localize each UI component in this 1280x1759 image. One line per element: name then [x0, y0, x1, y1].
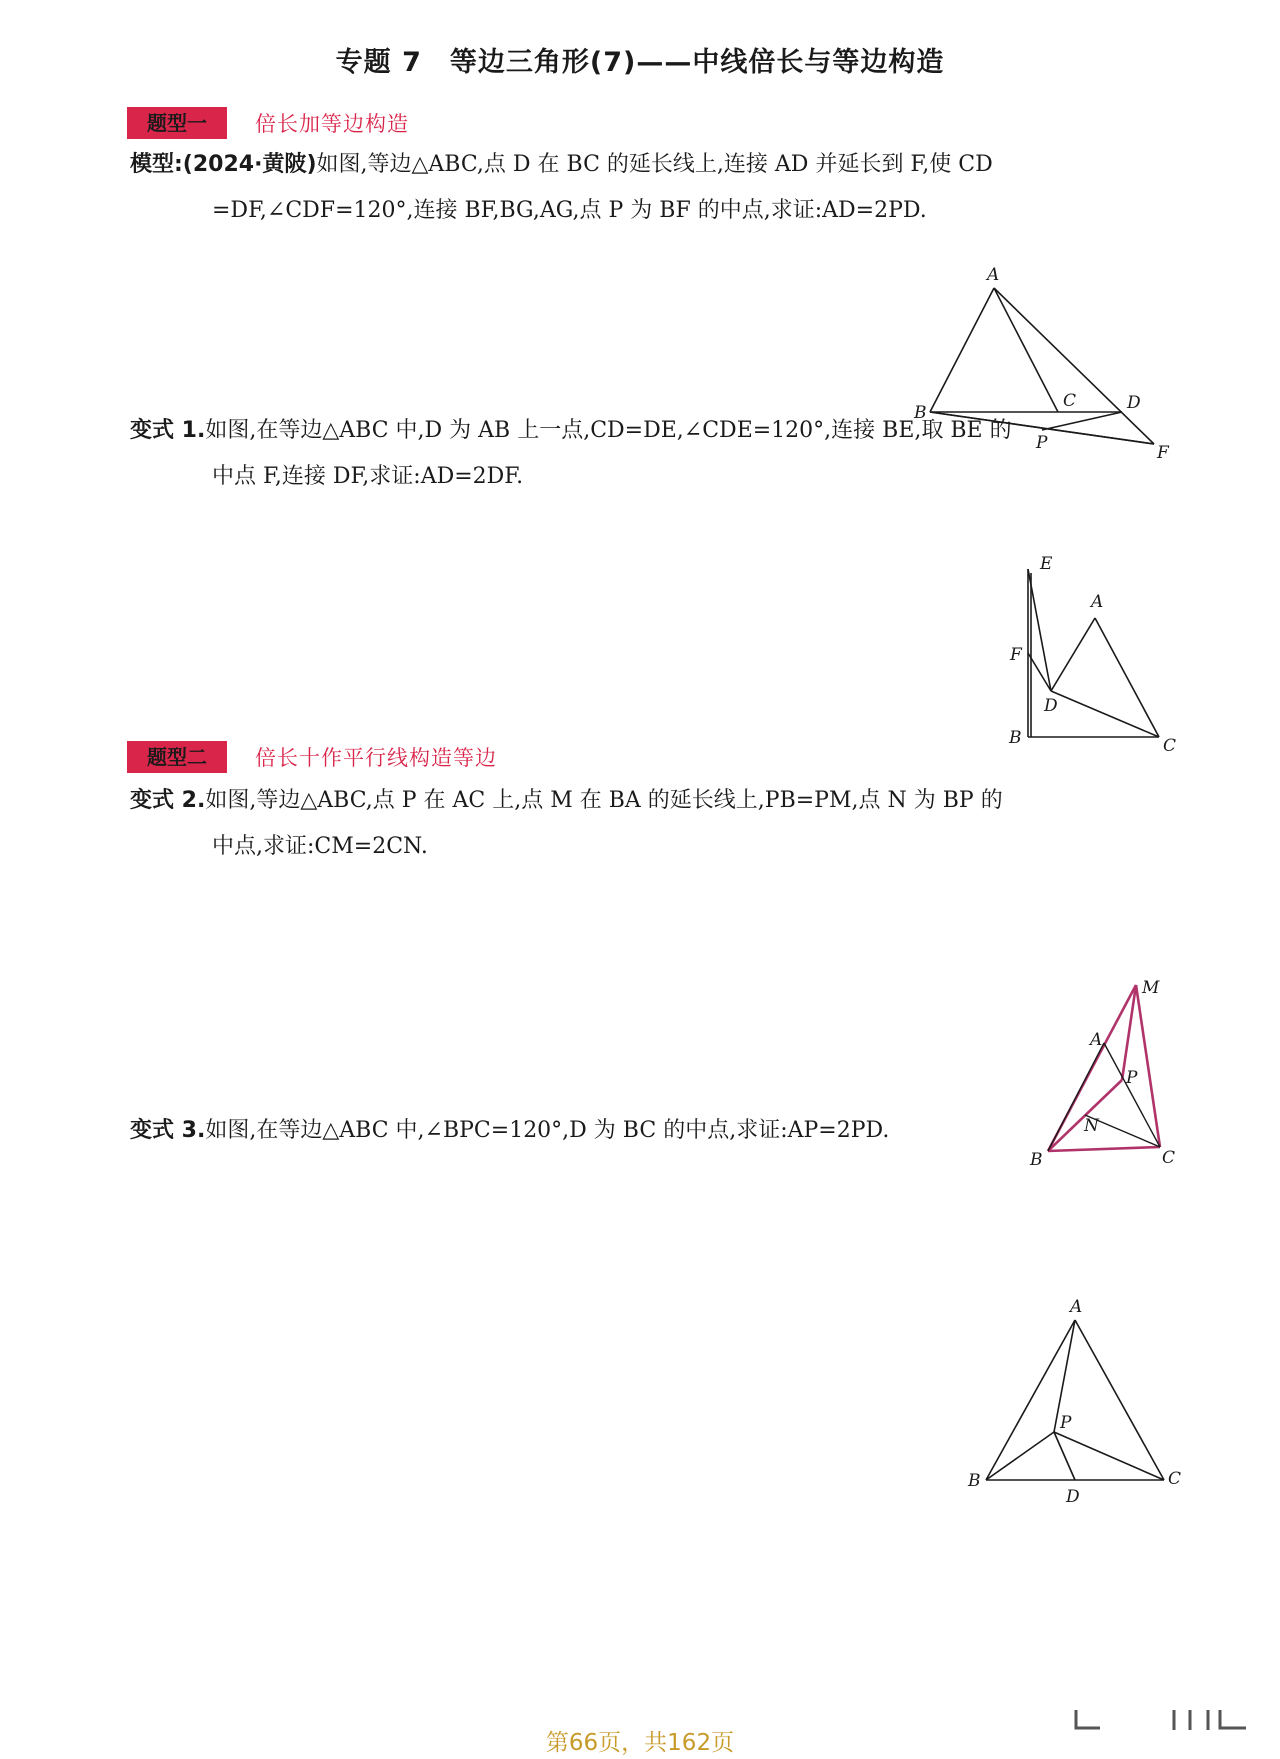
problem-text-line1: 如图,在等边△ABC 中,D 为 AB 上一点,CD=DE,∠CDE=120°,连接 BE,取 BE 的: [205, 418, 1012, 443]
fig3-label-p: P: [1126, 1068, 1138, 1088]
fig1-label-a: A: [987, 265, 1000, 285]
figure-variant-3: [960, 1298, 1190, 1508]
fig1-label-b: B: [914, 403, 927, 423]
fig2-label-f: F: [1010, 645, 1022, 665]
problem-lead: 模型:(2024·黄陂): [130, 152, 317, 177]
fig3-label-c: C: [1162, 1148, 1176, 1168]
fig3-label-b: B: [1030, 1150, 1043, 1170]
section-name-2: 倍长十作平行线构造等边: [255, 746, 497, 770]
problem-variant-2: [130, 778, 1175, 870]
fig4-label-d: D: [1066, 1487, 1080, 1507]
problem-text-line1: 如图,等边△ABC,点 P 在 AC 上,点 M 在 BA 的延长线上,PB=PM,点 N 为 BP 的: [205, 788, 1003, 813]
problem-variant-1: [130, 408, 1175, 500]
fig4-label-p: P: [1060, 1413, 1072, 1433]
fig2-label-b: B: [1009, 728, 1022, 748]
problem-text-line2: =DF,∠CDF=120°,连接 BF,BG,AG,点 P 为 BF 的中点,求证:AD=2PD.: [212, 198, 927, 223]
section-header-2: [127, 740, 497, 774]
fig2-label-d: D: [1044, 696, 1058, 716]
fig1-label-c: C: [1063, 391, 1077, 411]
fig3-label-a: A: [1090, 1030, 1103, 1050]
section-name-1: 倍长加等边构造: [255, 112, 409, 136]
problem-variant-3: [130, 1108, 1175, 1154]
fig4-label-b: B: [968, 1471, 981, 1491]
page-footer: 第66页，共162页: [545, 1730, 735, 1756]
fig4-label-a: A: [1070, 1298, 1083, 1317]
problem-text-line2: 中点 F,连接 DF,求证:AD=2DF.: [212, 464, 524, 489]
problem-lead: 变式 3.: [130, 1118, 206, 1143]
problem-text-line1: 如图,等边△ABC,点 D 在 BC 的延长线上,连接 AD 并延长到 F,使 CD: [316, 152, 993, 177]
fig1-label-p: P: [1036, 433, 1048, 453]
problem-lead: 变式 2.: [130, 788, 206, 813]
fig1-label-d: D: [1127, 393, 1141, 413]
problem-text-line2: 中点,求证:CM=2CN.: [212, 834, 428, 859]
problem-text-line1: 如图,在等边△ABC 中,∠BPC=120°,D 为 BC 的中点,求证:AP=2PD.: [205, 1118, 890, 1143]
fig2-label-e: E: [1040, 555, 1053, 574]
page-title: 专题 7 等边三角形(7)——中线倍长与等边构造: [335, 47, 945, 78]
figure-variant-1: [985, 555, 1185, 755]
fig3-label-n: N: [1084, 1116, 1099, 1136]
fig1-label-f: F: [1157, 443, 1169, 462]
fig2-label-a: A: [1091, 592, 1104, 612]
fig3-label-m: M: [1142, 978, 1160, 998]
problem-model: [130, 142, 1175, 234]
fig4-label-c: C: [1168, 1469, 1182, 1489]
fig2-label-c: C: [1163, 736, 1177, 755]
section-badge-1: 题型一: [127, 107, 227, 139]
problem-lead: 变式 1.: [130, 418, 206, 443]
section-header-1: [127, 106, 409, 140]
section-badge-2: 题型二: [127, 741, 227, 773]
